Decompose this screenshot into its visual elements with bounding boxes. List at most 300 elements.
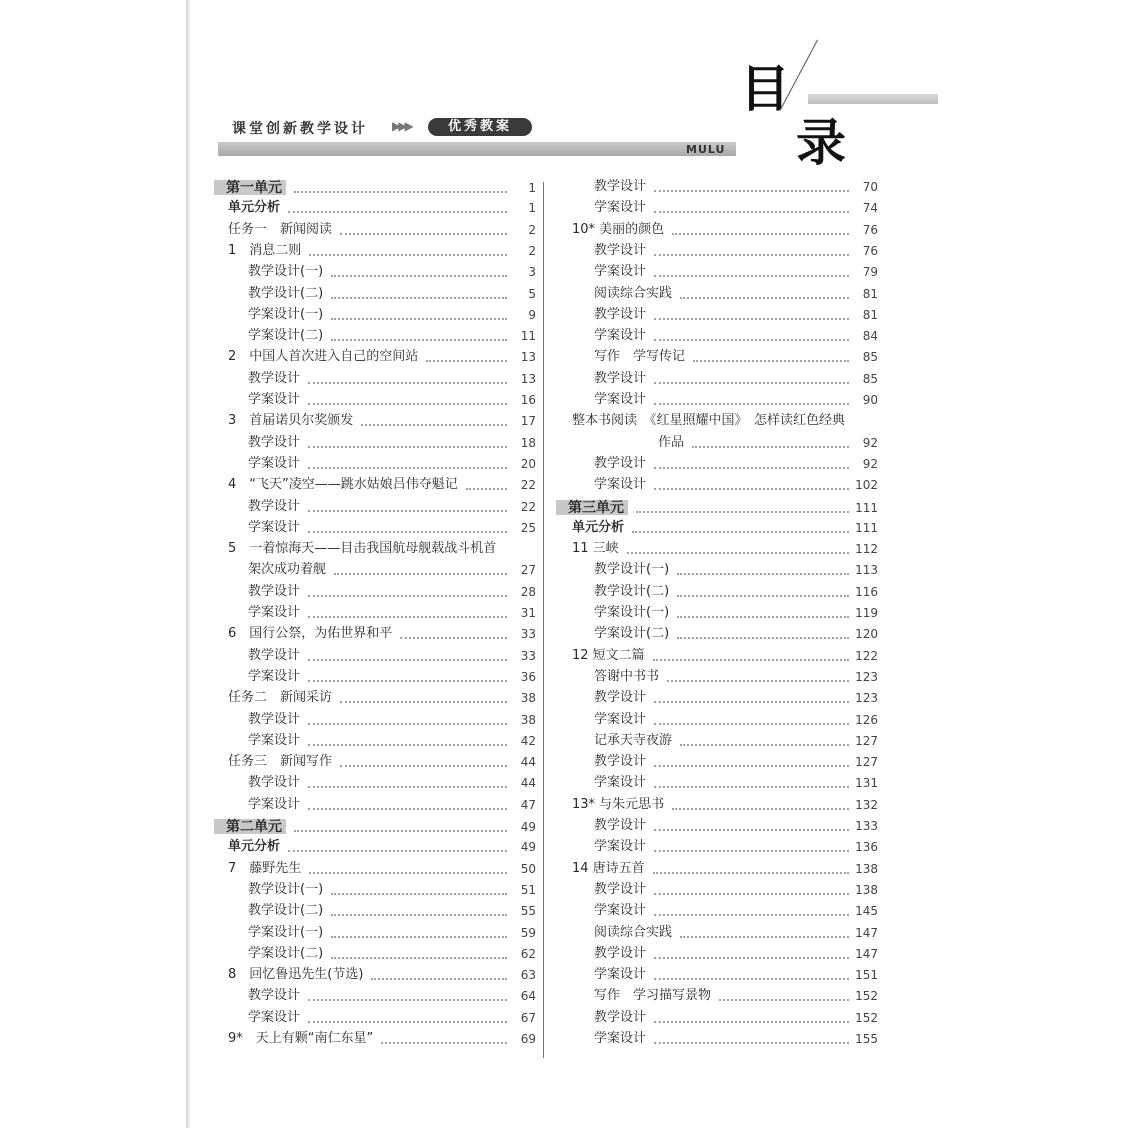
dot-leader (680, 744, 849, 746)
toc-entry-page: 155 (855, 1032, 878, 1046)
toc-entry-title: 教学设计(一) (248, 264, 324, 280)
dot-leader (308, 723, 507, 725)
toc-entry (214, 627, 536, 641)
toc-entry-title: 任务二 新闻采访 (228, 690, 333, 706)
column-divider (543, 182, 544, 1058)
toc-entry (556, 840, 878, 854)
toc-entry-title: 写作 学习描写景物 (594, 988, 712, 1004)
dot-leader (308, 808, 507, 810)
dot-leader (308, 680, 507, 682)
toc-entry (214, 989, 536, 1003)
dot-leader (308, 659, 507, 661)
dot-leader (308, 382, 507, 384)
toc-entry-title: 学案设计 (594, 775, 647, 791)
toc-entry-page: 28 (520, 584, 536, 599)
dot-leader (308, 999, 507, 1001)
toc-entry-title: 教学设计 (594, 179, 647, 194)
toc-entry-title: 学案设计 (248, 392, 301, 407)
dot-leader (288, 211, 507, 213)
dot-leader (308, 1021, 507, 1023)
toc-entry (556, 713, 878, 727)
toc-entry (214, 926, 536, 940)
dot-leader (308, 467, 507, 469)
toc-entry-title: 学案设计(一) (594, 605, 670, 620)
toc-entry (556, 798, 878, 812)
toc-entry-page: 1 (528, 181, 536, 195)
dot-leader (294, 191, 507, 193)
toc-entry-page: 27 (520, 563, 536, 578)
toc-entry (214, 776, 536, 790)
dot-leader (680, 297, 849, 299)
toc-entry (214, 862, 536, 876)
dot-leader (331, 318, 507, 320)
toc-entry-page: 111 (855, 500, 878, 515)
toc-entry (556, 989, 878, 1003)
page-edge-shadow (186, 0, 190, 1128)
toc-entry (556, 542, 878, 556)
toc-entry-title: 学案设计 (248, 455, 301, 471)
toc-entry-page: 90 (862, 393, 878, 407)
toc-entry (556, 904, 878, 918)
toc-entry-page: 119 (855, 606, 878, 620)
toc-entry-title: 教学设计 (594, 1009, 647, 1025)
toc-entry-title: 教学设计 (248, 988, 301, 1004)
toc-entry (556, 734, 878, 748)
toc-entry (214, 308, 536, 322)
toc-entry-page: 36 (520, 669, 536, 684)
toc-entry-page: 22 (520, 499, 536, 514)
toc-entry (556, 436, 878, 450)
toc-entry-title: 学案设计 (594, 839, 647, 855)
toc-entry (214, 883, 536, 897)
toc-entry-title: 写作 学写传记 (594, 349, 686, 365)
toc-entry-page: 44 (520, 755, 536, 770)
toc-entry (214, 606, 536, 620)
toc-entry (556, 649, 878, 663)
toc-entry-title: 教学设计(一) (594, 562, 670, 578)
toc-entry (214, 372, 536, 386)
toc-entry-title: 学案设计 (594, 328, 647, 344)
toc-entry (556, 862, 878, 876)
dot-leader (632, 531, 849, 533)
toc-entry-title: 教学设计 (248, 775, 301, 791)
toc-entry-page: 138 (855, 882, 878, 897)
toc-entry-title: 教学设计 (594, 306, 647, 322)
dot-leader (308, 616, 507, 618)
toc-entry-page: 131 (855, 776, 878, 791)
dot-leader (680, 936, 849, 938)
toc-entry (214, 968, 536, 982)
toc-entry (214, 840, 536, 854)
toc-entry-page: 152 (855, 1010, 878, 1025)
dot-leader (654, 211, 849, 213)
toc-entry (214, 819, 536, 834)
toc-entry-page: 33 (520, 648, 536, 663)
toc-entry-title: 架次成功着舰 (248, 562, 327, 578)
toc-entry-page: 76 (862, 243, 878, 258)
toc-entry (556, 585, 878, 599)
toc-entry-title: 14 唐诗五首 (572, 860, 645, 876)
dot-leader (654, 914, 849, 916)
toc-entry-title: 单元分析 (228, 200, 281, 216)
toc-entry-page: 81 (862, 286, 878, 301)
dot-leader (288, 850, 507, 852)
toc-entry-page: 11 (520, 329, 536, 344)
toc-entry (214, 649, 536, 663)
toc-entry-title: 单元分析 (228, 839, 281, 855)
dot-leader (466, 488, 507, 490)
toc-entry (214, 542, 536, 556)
toc-entry-title: 12 短文二篇 (572, 647, 645, 663)
toc-entry (556, 265, 878, 279)
dot-leader (636, 511, 849, 513)
toc-entry (214, 798, 536, 812)
dot-leader (334, 573, 507, 575)
toc-entry (214, 350, 536, 364)
toc-entry-title: 学案设计(二) (594, 626, 670, 642)
toc-entry-page: 113 (855, 563, 878, 578)
toc-entry-page: 55 (520, 904, 536, 919)
toc-entry-title: 7 藤野先生 (228, 860, 302, 876)
toc-entry-title: 5 一着惊海天——目击我国航母舰载战斗机首 (228, 541, 497, 557)
toc-entry-page: 123 (855, 669, 878, 684)
dot-leader (308, 786, 507, 788)
toc-entry-page: 70 (862, 180, 878, 194)
dot-leader (654, 382, 849, 384)
dot-leader (400, 637, 507, 639)
toc-entry-title: 教学设计 (594, 945, 647, 961)
toc-entry-title: 教学设计 (594, 754, 647, 770)
toc-entry (556, 1011, 878, 1025)
dot-leader (371, 978, 507, 980)
dot-leader (654, 829, 849, 831)
toc-entry (214, 414, 536, 428)
dot-leader (654, 467, 849, 469)
toc-entry (556, 414, 878, 428)
toc-entry-title: 教学设计 (248, 711, 301, 727)
toc-entry (556, 201, 878, 215)
toc-entry-title: 教学设计 (594, 455, 647, 471)
toc-entry-page: 136 (855, 840, 878, 855)
toc-entry-title: 学案设计(一) (248, 306, 324, 322)
toc-entry-title: 学案设计 (594, 200, 647, 216)
toc-entry (214, 1032, 536, 1046)
dot-leader (331, 297, 507, 299)
toc-entry-page: 122 (855, 648, 878, 663)
toc-entry (214, 180, 536, 195)
toc-entry (214, 734, 536, 748)
toc-entry-page: 59 (520, 925, 536, 940)
toc-entry (556, 563, 878, 577)
dot-leader (340, 765, 507, 767)
toc-entry-page: 16 (520, 393, 536, 407)
toc-entry-page: 50 (520, 861, 536, 876)
toc-entry-page: 2 (528, 222, 536, 237)
toc-entry-title: 学案设计 (248, 668, 301, 684)
toc-entry-title: 13* 与朱元思书 (572, 796, 665, 812)
toc-entry-page: 74 (862, 201, 878, 216)
dot-leader (677, 637, 849, 639)
toc-entry-page: 38 (520, 712, 536, 727)
dot-leader (654, 957, 849, 959)
toc-entry-title: 10* 美丽的颜色 (572, 221, 665, 237)
toc-entry-page: 5 (528, 286, 536, 301)
toc-entry-page: 1 (528, 201, 536, 216)
toc-entry-title: 2 中国人首次进入自己的空间站 (228, 349, 419, 365)
toc-entry-page: 38 (520, 691, 536, 706)
dot-leader (308, 744, 507, 746)
toc-entry-page: 145 (855, 904, 878, 919)
toc-entry-page: 13 (520, 371, 536, 386)
toc-entry (556, 691, 878, 705)
dot-leader (426, 360, 507, 362)
toc-entry (214, 457, 536, 471)
dot-leader (677, 595, 849, 597)
toc-entry (556, 244, 878, 258)
toc-entry-page: 18 (520, 435, 536, 450)
page-title-char-2: 录 (796, 114, 846, 172)
toc-entry (214, 500, 536, 514)
toc-entry (556, 627, 878, 641)
toc-entry-title: 4 “飞天”凌空——跳水姑娘吕伟夺魁记 (228, 477, 458, 493)
toc-entry-page: 151 (855, 968, 878, 983)
toc-entry-page: 13 (520, 350, 536, 365)
toc-entry (556, 1032, 878, 1046)
arrow-icon: ▶▶▶ (392, 119, 411, 133)
toc-entry-title: 记承天寺夜游 (594, 732, 673, 748)
toc-entry-title: 学案设计(二) (248, 945, 324, 961)
dot-leader (308, 595, 507, 597)
toc-entry (214, 244, 536, 258)
toc-entry-page: 127 (855, 733, 878, 748)
toc-entry (214, 287, 536, 301)
badge-excellent-plans: 优秀教案 (428, 118, 532, 136)
toc-entry-page: 132 (855, 797, 878, 812)
toc-entry-title: 教学设计 (594, 818, 647, 833)
toc-entry (556, 457, 878, 471)
toc-entry (214, 478, 536, 492)
toc-entry (556, 478, 878, 492)
toc-entry (556, 819, 878, 833)
dot-leader (309, 872, 507, 874)
toc-entry (556, 926, 878, 940)
dot-leader (654, 723, 849, 725)
toc-entry-page: 51 (520, 882, 536, 897)
toc-entry-page: 147 (855, 946, 878, 961)
toc-entry-page: 102 (855, 478, 878, 493)
header-band (218, 142, 736, 156)
toc-entry-page: 116 (855, 584, 878, 599)
toc-entry-page: 2 (528, 243, 536, 258)
dot-leader (654, 254, 849, 256)
dot-leader (654, 850, 849, 852)
toc-entry-page: 9 (528, 307, 536, 322)
toc-entry-title: 第二单元 (214, 819, 286, 834)
toc-entry (556, 372, 878, 386)
toc-entry-page: 25 (520, 520, 536, 535)
toc-entry-title: 学案设计 (248, 796, 301, 812)
toc-entry-title: 阅读综合实践 (594, 924, 673, 940)
toc-entry (214, 265, 536, 279)
toc-entry-page: 138 (855, 861, 878, 876)
dot-leader (654, 190, 849, 192)
toc-entry (214, 947, 536, 961)
dot-leader (672, 808, 849, 810)
dot-leader (294, 830, 507, 832)
toc-entry (556, 521, 878, 535)
toc-entry (214, 201, 536, 215)
dot-leader (308, 446, 507, 448)
toc-entry-page: 120 (855, 627, 878, 642)
dot-leader (667, 680, 849, 682)
toc-entry-title: 教学设计 (248, 434, 301, 450)
dot-leader (693, 360, 849, 362)
toc-entry (556, 606, 878, 620)
toc-entry-page: 20 (520, 456, 536, 471)
dot-leader (381, 1042, 507, 1044)
toc-entry (214, 691, 536, 705)
toc-entry-title: 1 消息二则 (228, 242, 302, 258)
toc-entry-page: 44 (520, 776, 536, 791)
dot-leader (309, 254, 507, 256)
toc-entry (214, 223, 536, 237)
dot-leader (654, 978, 849, 980)
toc-entry-title: 学案设计 (594, 1031, 647, 1046)
toc-entry-title: 教学设计 (594, 881, 647, 897)
toc-entry-page: 3 (528, 265, 536, 280)
toc-entry-page: 85 (862, 350, 878, 365)
toc-entry-title: 第三单元 (556, 500, 628, 515)
dot-leader (331, 275, 507, 277)
dot-leader (677, 573, 849, 575)
toc-entry (214, 904, 536, 918)
toc-entry-page: 147 (855, 925, 878, 940)
toc-entry-page: 17 (520, 414, 536, 429)
dot-leader (692, 446, 849, 448)
toc-entry-page: 84 (862, 329, 878, 344)
toc-entry-title: 学案设计 (594, 967, 647, 983)
toc-entry (214, 713, 536, 727)
toc-entry-title: 教学设计(一) (248, 881, 324, 897)
toc-entry (556, 947, 878, 961)
toc-entry-title: 学案设计 (248, 605, 301, 620)
toc-entry-page: 85 (862, 371, 878, 386)
dot-leader (654, 786, 849, 788)
dot-leader (654, 893, 849, 895)
dot-leader (361, 424, 507, 426)
dot-leader (308, 403, 507, 405)
toc-entry-page: 79 (862, 265, 878, 280)
toc-entry-title: 9* 天上有颗“南仁东星” (228, 1031, 374, 1046)
toc-entry (556, 500, 878, 515)
dot-leader (308, 510, 507, 512)
toc-entry-page: 123 (855, 691, 878, 706)
toc-entry-page: 31 (520, 606, 536, 620)
toc-entry-title: 单元分析 (572, 519, 625, 535)
toc-entry-title: 3 首届诺贝尔奖颁发 (228, 413, 354, 429)
toc-entry-title: 整本书阅读 《红星照耀中国》 怎样读红色经典 (572, 413, 846, 429)
toc-entry-page: 49 (520, 840, 536, 855)
toc-entry-title: 学案设计 (594, 711, 647, 727)
page-title-char-1: 目 (740, 60, 790, 118)
dot-leader (340, 701, 507, 703)
toc-entry (556, 393, 878, 407)
dot-leader (654, 701, 849, 703)
toc-entry-page: 67 (520, 1010, 536, 1025)
dot-leader (331, 893, 507, 895)
dot-leader (654, 403, 849, 405)
toc-entry-title: 学案设计 (248, 732, 301, 748)
toc-entry-page: 42 (520, 733, 536, 748)
dot-leader (654, 488, 849, 490)
toc-entry-title: 任务三 新闻写作 (228, 754, 333, 770)
dot-leader (653, 872, 849, 874)
toc-entry-title: 学案设计 (248, 519, 301, 535)
toc-entry-page: 152 (855, 989, 878, 1004)
toc-entry-title: 教学设计 (248, 498, 301, 514)
toc-entry (556, 308, 878, 322)
toc-entry-title: 作品 (658, 434, 685, 450)
toc-entry-page: 81 (862, 307, 878, 322)
dot-leader (331, 914, 507, 916)
toc-entry-page: 62 (520, 946, 536, 961)
dot-leader (677, 616, 849, 618)
dot-leader (331, 339, 507, 341)
dot-leader (672, 233, 849, 235)
dot-leader (719, 999, 849, 1001)
toc-entry-title: 学案设计 (594, 392, 647, 407)
toc-entry-title: 教学设计(二) (248, 285, 324, 301)
toc-entry-title: 教学设计 (248, 370, 301, 386)
dot-leader (308, 531, 507, 533)
toc-entry-page: 92 (862, 435, 878, 450)
toc-entry (556, 287, 878, 301)
toc-entry (214, 436, 536, 450)
toc-entry-page: 64 (520, 989, 536, 1004)
dot-leader (654, 339, 849, 341)
toc-entry-title: 学案设计 (248, 1009, 301, 1025)
toc-entry (214, 329, 536, 343)
toc-entry-title: 教学设计 (248, 647, 301, 663)
toc-entry (556, 329, 878, 343)
toc-entry-page: 126 (855, 712, 878, 727)
toc-entry (214, 585, 536, 599)
toc-entry-title: 教学设计 (594, 690, 647, 706)
toc-entry (214, 393, 536, 407)
toc-entry-page: 127 (855, 755, 878, 770)
toc-entry (556, 670, 878, 684)
toc-entry (556, 968, 878, 982)
toc-entry-page: 22 (520, 478, 536, 493)
toc-entry-page: 112 (855, 542, 878, 557)
toc-entry-title: 阅读综合实践 (594, 285, 673, 301)
toc-entry-title: 教学设计 (248, 583, 301, 599)
toc-entry-title: 第一单元 (214, 180, 286, 195)
toc-entry-title: 学案设计 (594, 264, 647, 280)
dot-leader (654, 318, 849, 320)
toc-entry-title: 教学设计(二) (594, 583, 670, 599)
pinyin-label: MULU (686, 143, 726, 156)
toc-entry (214, 1011, 536, 1025)
toc-entry-page: 47 (520, 797, 536, 812)
toc-entry-page: 69 (520, 1032, 536, 1046)
toc-entry-title: 任务一 新闻阅读 (228, 221, 333, 237)
dot-leader (654, 1021, 849, 1023)
toc-entry-title: 11 三峡 (572, 541, 619, 557)
toc-entry (214, 521, 536, 535)
toc-entry-title: 学案设计(一) (248, 924, 324, 940)
dot-leader (654, 765, 849, 767)
